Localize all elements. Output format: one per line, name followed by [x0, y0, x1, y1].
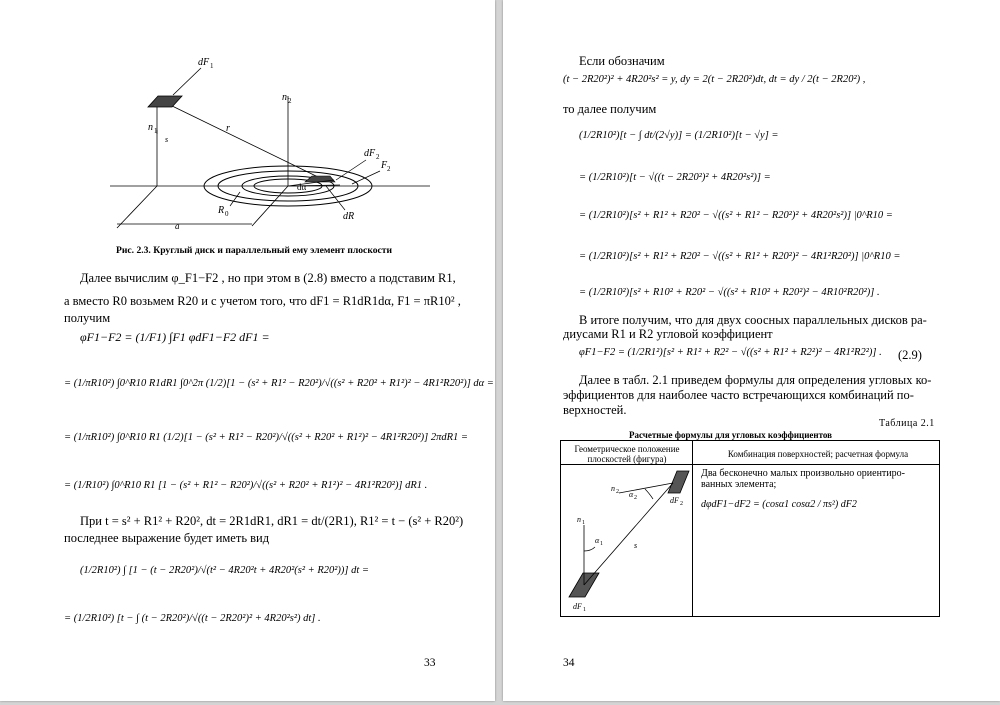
table-row1-text-1: Два бесконечно малых произвольно ориентиро-: [701, 468, 905, 479]
label-R0-sub: 0: [225, 210, 229, 218]
paragraph-2: а вместо R0 возьмем R20 и с учетом того, что dF1 = R1dR1dα, F1 = πR10² ,: [64, 294, 461, 308]
label-dF1-sub: 1: [210, 62, 214, 70]
final-paragraph-2: диусами R1 и R2 угловой коэффициент: [563, 327, 773, 341]
then-text: то далее получим: [563, 102, 657, 116]
equation-5: (1/2R10²) ∫ [1 − (t − 2R20²)/√(t² − 4R20²t + 4R20²(s² + R20²))] dt =: [80, 565, 369, 576]
equation-main-number: (2.9): [898, 348, 922, 362]
equation-substitution: (t − 2R20²)² + 4R20²s² = y, dy = 2(t − 2R20²)dt, dt = dy / 2(t − 2R20²) ,: [563, 74, 866, 85]
table-header-formula: Комбинация поверхностей; расчетная формула: [727, 449, 909, 459]
table-label-n1: n: [577, 515, 581, 524]
figure-caption: Рис. 2.3. Круглый диск и параллельный ему элемент плоскости: [116, 245, 393, 256]
paragraph-5: последнее выражение будет иметь вид: [64, 531, 270, 545]
equation-r1: (1/2R10²)[t − ∫ dt/(2√y)] = (1/2R10²)[t − √y] =: [579, 130, 779, 141]
label-a: a: [175, 221, 180, 231]
table-header-geometry: Геометрическое положение плоскостей (фигура): [574, 444, 680, 464]
two-elements-figure: [561, 465, 692, 615]
equation-main: φF1−F2 = (1/2R1²)[s² + R1² + R2² − √((s² + R1² + R2²)² − 4R1²R2²)] .: [579, 347, 882, 358]
table-label-n2: n: [611, 484, 615, 493]
page-number-right: 34: [563, 657, 575, 669]
label-dF2: dF: [364, 148, 376, 159]
equation-2: = (1/πR10²) ∫0^R10 R1dR1 ∫0^2π (1/2)[1 − (s² + R1² − R20²)/√((s² + R20² + R1²)² − 4R1²R20²)] dα =: [64, 378, 494, 389]
label-r: r: [226, 123, 230, 134]
table-title: Расчетные формулы для угловых коэффициентов: [629, 430, 833, 440]
table-label-n2-sub: 2: [616, 489, 619, 495]
label-dF2-sub: 2: [376, 153, 380, 161]
table-label-s: s: [634, 541, 638, 550]
table-label-alpha1-sub: 1: [600, 541, 603, 547]
left-page: [0, 0, 495, 701]
label-R0: R: [218, 205, 225, 216]
table-label-dF2-sub: 2: [680, 501, 683, 507]
label-F2-sub: 2: [387, 165, 391, 173]
intro-text: Если обозначим: [579, 54, 665, 68]
table-paragraph-2: эффициентов для наиболее часто встречающихся комбинаций по-: [563, 388, 914, 402]
table-row1-text-2: ванных элемента;: [701, 479, 777, 490]
table-label-alpha1: α: [595, 536, 600, 545]
equation-r5: = (1/2R10²)[s² + R10² + R20² − √((s² + R10² + R20²)² − 4R10²R20²)] .: [579, 287, 880, 298]
label-n2: n: [282, 92, 287, 103]
table-label-alpha2: α: [629, 490, 634, 499]
right-page: [503, 0, 1000, 701]
label-dalpha: dα: [297, 182, 307, 192]
page-number-left: 33: [424, 657, 436, 669]
final-paragraph-1: В итоге получим, что для двух соосных параллельных дисков ра-: [579, 313, 927, 327]
equation-3: = (1/πR10²) ∫0^R10 R1 (1/2)[1 − (s² + R1² − R20²)/√((s² + R20² + R1²)² − 4R1²R20²)] 2πdR1 =: [64, 432, 468, 443]
table-paragraph-3: верхностей.: [563, 403, 627, 417]
label-n2-sub: 2: [288, 97, 292, 105]
label-n1: n: [148, 122, 153, 133]
table-row1-formula: dφdF1−dF2 = (cosα1 cosα2 / πs²) dF2: [701, 499, 857, 510]
label-dF1: dF: [198, 57, 210, 68]
table-label-dF1: dF: [573, 602, 582, 611]
label-s: s: [165, 135, 169, 144]
formula-table: [560, 440, 940, 617]
table-label-dF1-sub: 1: [583, 607, 586, 613]
table-label-dF2: dF: [670, 496, 679, 505]
disk-figure: [0, 0, 495, 245]
label-dR: dR: [343, 211, 355, 222]
paragraph-3: получим: [64, 311, 111, 325]
paragraph-1: Далее вычислим φ_F1−F2 , но при этом в (2.8) вместо a подставим R1,: [80, 271, 456, 285]
table-column-divider: [692, 441, 693, 616]
label-n1-sub: 1: [154, 127, 158, 135]
equation-4: = (1/R10²) ∫0^R10 R1 [1 − (s² + R1² − R20²)/√((s² + R20² + R1²)² − 4R1²R20²)] dR1 .: [64, 480, 428, 491]
label-F2: F: [381, 160, 388, 171]
equation-6: = (1/2R10²) [t − ∫ (t − 2R20²)/√((t − 2R20²)² + 4R20²s²) dt] .: [64, 613, 321, 624]
equation-r3: = (1/2R10²)[s² + R1² + R20² − √((s² + R1² − R20²)² + 4R20²s²)] |0^R10 =: [579, 210, 893, 221]
table-label-alpha2-sub: 2: [634, 495, 637, 501]
table-label-n1-sub: 1: [582, 520, 585, 526]
table-label: Таблица 2.1: [879, 418, 935, 429]
equation-r4: = (1/2R10²)[s² + R1² + R20² − √((s² + R1² + R20²)² − 4R1²R20²)] |0^R10 =: [579, 251, 901, 262]
table-paragraph-1: Далее в табл. 2.1 приведем формулы для определения угловых ко-: [579, 373, 932, 387]
paragraph-4: При t = s² + R1² + R20², dt = 2R1dR1, dR1 = dt/(2R1), R1² = t − (s² + R20²): [80, 514, 464, 528]
equation-1: φF1−F2 = (1/F1) ∫F1 φdF1−F2 dF1 =: [80, 330, 270, 344]
equation-r2: = (1/2R10²)[t − √((t − 2R20²)² + 4R20²s²)] =: [579, 172, 771, 183]
